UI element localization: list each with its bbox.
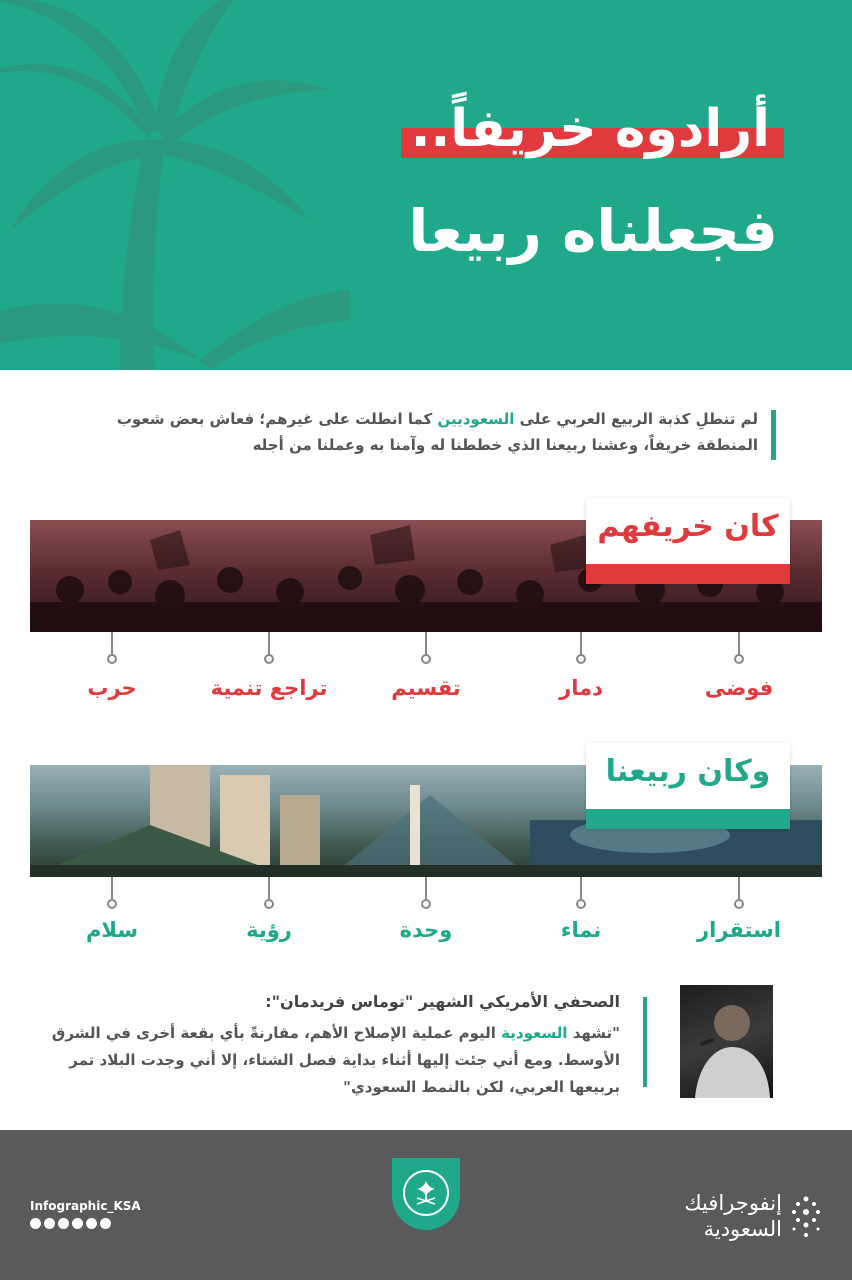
instagram-icon[interactable] xyxy=(86,1218,97,1229)
header-banner xyxy=(0,0,852,370)
spring-item: وحدة xyxy=(399,918,453,942)
spring-label-strip xyxy=(586,809,790,829)
youtube-icon[interactable] xyxy=(58,1218,69,1229)
palm-tree-icon xyxy=(0,0,350,370)
intro-text xyxy=(56,406,776,458)
autumn-item: حرب xyxy=(87,676,137,700)
person-silhouette xyxy=(680,985,773,1098)
spring-item: نماء xyxy=(560,918,602,942)
portrait-image xyxy=(680,985,773,1098)
autumn-label-strip xyxy=(586,564,790,584)
spring-label: وكان ربيعنا xyxy=(605,754,771,789)
title-line-2: فجعلناه ربيعا xyxy=(408,197,778,265)
autumn-item: تراجع تنمية xyxy=(210,676,328,700)
intro-part-2: كما انطلت على غيرهم؛ فعاش بعض شعوب المنطقة خريفاً، وعشنا ربيعنا الذي خططنا له وآمنا به وعملنا من أجله xyxy=(116,410,758,454)
autumn-label-box xyxy=(586,498,790,584)
quote-highlight: السعودية xyxy=(501,1024,568,1042)
social-handle[interactable]: Infographic_KSA xyxy=(30,1199,141,1213)
twitter-icon[interactable] xyxy=(30,1218,41,1229)
brand-logo-text xyxy=(672,1190,782,1242)
autumn-item: فوضى xyxy=(704,676,774,700)
intro-part-1: لم تنطلِ كذبة الربيع العربي على xyxy=(514,410,758,428)
autumn-item: دمار xyxy=(559,676,603,700)
quote-accent-bar xyxy=(643,997,647,1087)
social-icons xyxy=(30,1218,111,1229)
intro-highlight: السعوديين xyxy=(437,410,515,428)
title-text-1: أرادوه خريفاً.. xyxy=(410,99,770,159)
facebook-icon[interactable] xyxy=(44,1218,55,1229)
logo-dots-icon xyxy=(790,1195,822,1239)
spring-item: سلام xyxy=(86,918,138,942)
spring-label-box xyxy=(586,743,790,829)
saudi-emblem-icon xyxy=(403,1170,449,1216)
autumn-label: كان خريفهم xyxy=(597,509,779,544)
quote-part-2: اليوم عملية الإصلاح الأهم، مقارنةً بأي بقعة أخرى في الشرق الأوسط. ومع أني جئت إليها أثناء بداية فصل الشتاء، إلا أني وجدت البلاد تمر بربيعها العربي، لكن بالنمط السعودي" xyxy=(51,1024,620,1096)
quote-body xyxy=(30,1020,620,1101)
title-line-1 xyxy=(401,98,784,160)
brand-line-2: السعودية xyxy=(703,1217,782,1241)
brand-line-1: إنفوجرافيك xyxy=(684,1191,782,1215)
quote-part-1: "تشهد xyxy=(567,1024,620,1042)
snapchat-icon[interactable] xyxy=(72,1218,83,1229)
autumn-item: تقسيم xyxy=(391,676,461,700)
telegram-icon[interactable] xyxy=(100,1218,111,1229)
quote-title: الصحفي الأمريكي الشهير "توماس فريدمان": xyxy=(265,992,620,1011)
spring-item: رؤية xyxy=(246,918,292,942)
spring-item: استقرار xyxy=(697,918,781,942)
